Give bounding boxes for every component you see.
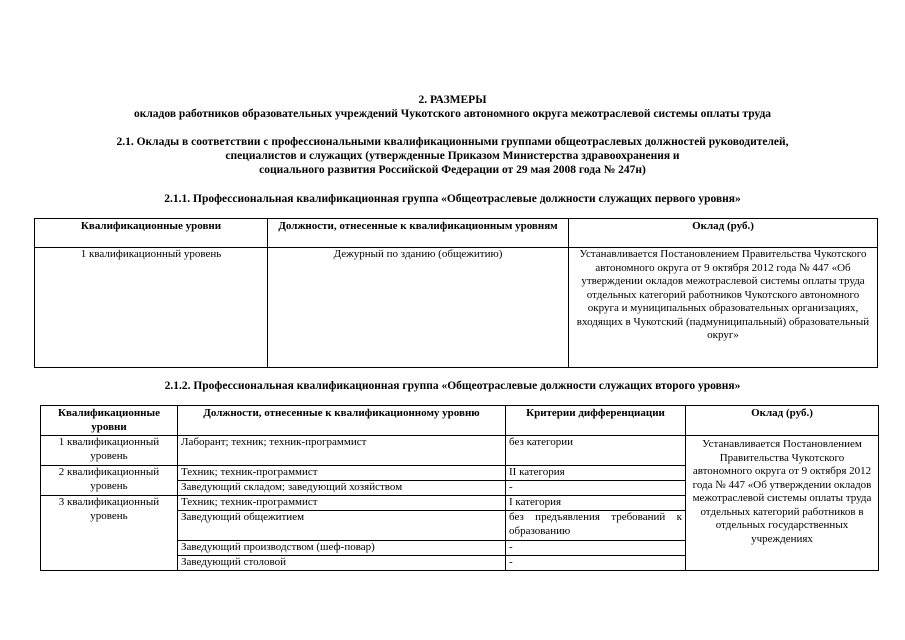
table-row [35,248,878,368]
section-2-1-heading-line2: специалистов и служащих (утвержденные Приказом Министерства здравоохранения и [225,150,680,162]
cell-criteria: - [506,481,686,496]
header-criteria: Критерии дифференциации [506,406,686,436]
section-2-1-heading-line1: 2.1. Оклады в соответствии с профессиональными квалификационными группами общеотраслевых должностей руководителей, [116,136,789,148]
cell-criteria: без категории [506,436,686,466]
cell-position: Заведующий столовой [178,556,506,571]
header-positions: Должности, отнесенные к квалификационным уровням [268,219,569,248]
table-2-1-2 [40,405,879,571]
document-title: 2. РАЗМЕРЫ [418,94,487,106]
document-subtitle: окладов работников образовательных учреждений Чукотского автономного округа межотраслевой системы оплаты труда [133,108,772,120]
header-salary: Оклад (руб.) [569,219,878,248]
cell-level: 2 квалификационный уровень [41,466,178,496]
cell-criteria: - [506,556,686,571]
cell-salary: Устанавливается Постановлением Правительства Чукотского автономного округа от 9 октября 2012 года № 447 «Об утверждении окладов межотраслевой системы оплаты труда отдельных категорий работников в отдельных государственных учреждениях [686,436,879,571]
cell-level: 1 квалификационный уровень [35,248,268,368]
cell-level: 1 квалификационный уровень [41,436,178,466]
cell-criteria: II категория [506,466,686,481]
cell-position: Заведующий складом; заведующий хозяйством [178,481,506,496]
table-header-row [41,406,879,436]
cell-position: Лаборант; техник; техник-программист [178,436,506,466]
cell-criteria: I категория [506,496,686,511]
cell-position: Техник; техник-программист [178,466,506,481]
cell-criteria: - [506,541,686,556]
cell-salary: Устанавливается Постановлением Правительства Чукотского автономного округа от 9 октября 2012 года № 447 «Об утверждении окладов межотраслевой системы оплаты труда отдельных категорий работников Чукотского автономного округа и муниципальных образовательных организациях, входящих в Чукотский (падмуниципальный) образовательный округ» [569,248,878,368]
table-2-1-1 [34,218,878,368]
section-2-1-2-heading: 2.1.2. Профессиональная квалификационная группа «Общеотраслевые должности служащих второго уровня» [164,380,741,392]
cell-position: Заведующий производством (шеф-повар) [178,541,506,556]
table-header-row [35,219,878,248]
header-levels: Квалификационные уровни [41,406,178,436]
cell-criteria: без предъявления требований к образованию [506,511,686,541]
section-2-1-1-heading: 2.1.1. Профессиональная квалификационная группа «Общеотраслевые должности служащих первого уровня» [164,193,741,205]
cell-level: 3 квалификационный уровень [41,496,178,571]
header-positions: Должности, отнесенные к квалификационному уровню [178,406,506,436]
header-salary: Оклад (руб.) [686,406,879,436]
header-levels: Квалификационные уровни [35,219,268,248]
cell-positions: Дежурный по зданию (общежитию) [268,248,569,368]
cell-position: Заведующий общежитием [178,511,506,541]
cell-position: Техник; техник-программист [178,496,506,511]
table-row [41,436,879,466]
section-2-1-heading-line3: социального развития Российской Федерации от 29 мая 2008 года № 247н) [259,164,646,176]
